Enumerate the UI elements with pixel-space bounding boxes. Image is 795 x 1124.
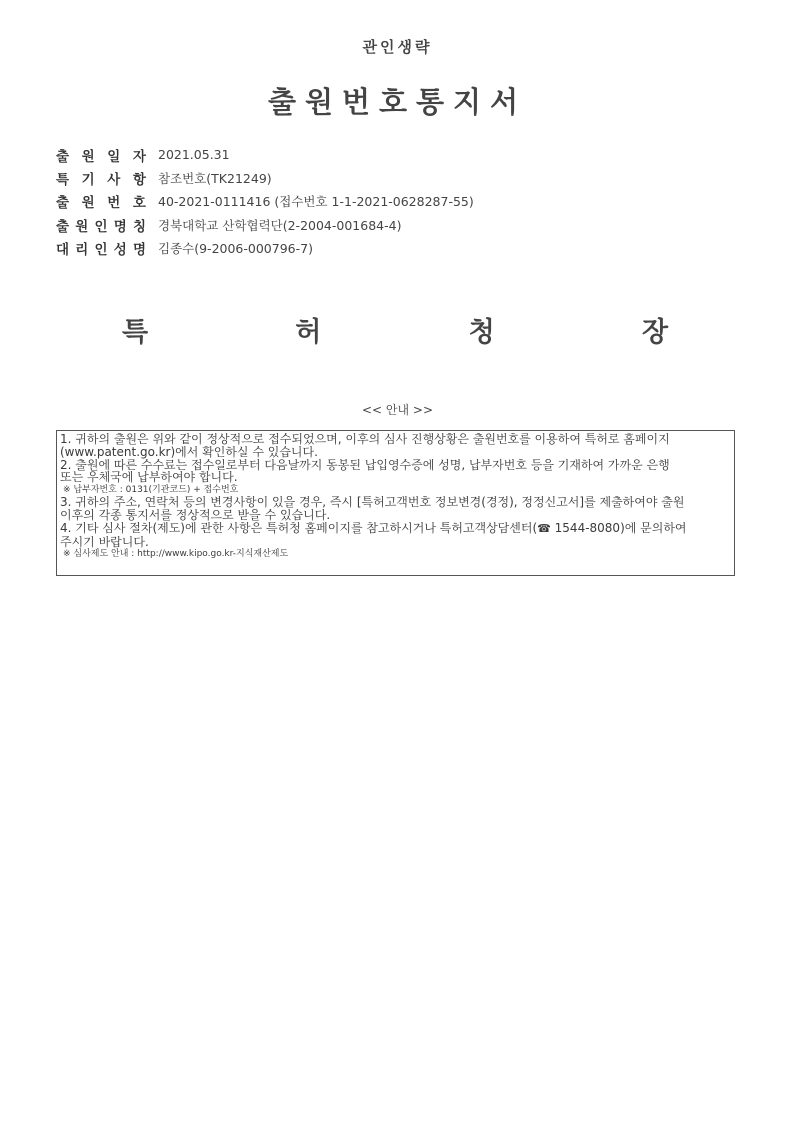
notice-line: 3. 귀하의 주소, 연락처 등의 변경사항이 있을 경우, 즉시 [특허고객번호 정보변경(경정), 정정신고서]를 제출하여야 출원 [60, 496, 685, 509]
notice-line: 이후의 각종 통지서를 정상적으로 받을 수 있습니다. [60, 508, 331, 522]
field-label: 특 기 사 항 [56, 171, 146, 188]
field-label: 출 원 인 명 칭 [56, 218, 146, 235]
field-label: 출 원 번 호 [56, 195, 146, 212]
field-row-special-notes [56, 166, 474, 189]
field-row-application-number [56, 190, 474, 213]
notice-box [56, 430, 735, 576]
issuing-office-signature [55, 310, 735, 349]
office-char: 특 [121, 317, 149, 348]
field-label: 대 리 인 성 명 [56, 241, 146, 258]
notice-text: 4. 기타 심사 절차(제도)에 관한 사항은 특허청 홈페이지를 참고하시거나 특허고객상담센터( [60, 521, 538, 535]
field-value: 40-2021-0111416 (접수번호 1-1-2021-0628287-55) [158, 194, 474, 210]
stamp-omitted-label: 관인생략 [362, 38, 433, 56]
application-fields [56, 143, 474, 259]
exam-system-note: ※ 심사제도 안내 : http://www.kipo.go.kr-지식재산제도 [63, 549, 289, 560]
field-value: 참조번호(TK21249) [158, 170, 272, 186]
field-label: 출 원 일 자 [56, 148, 146, 165]
document-title: 출원번호통지서 [267, 85, 528, 119]
notice-line: 2. 출원에 따른 수수료는 접수일로부터 다음날까지 동봉된 납입영수증에 성명, 납부자번호 등을 기재하여 가까운 은행 [60, 458, 670, 472]
field-value: 2021.05.31 [158, 147, 230, 163]
field-value: 김종수(9-2006-000796-7) [158, 240, 313, 256]
field-row-filing-date [56, 143, 474, 166]
telephone-icon: ☎ [537, 521, 551, 535]
field-value: 경북대학교 산학협력단(2-2004-001684-4) [158, 217, 402, 233]
field-row-applicant-name [56, 213, 474, 236]
payer-number-note: ※ 납부자번호 : 0131(기관코드) + 접수번호 [63, 485, 239, 496]
notice-heading: << 안내 >> [361, 403, 434, 417]
notice-line: 1. 귀하의 출원은 위와 같이 정상적으로 접수되었으며, 이후의 심사 진행상황은 출원번호를 이용하여 특허로 홈페이지 [60, 433, 670, 446]
notice-line: (www.patent.go.kr)에서 확인하실 수 있습니다. [60, 445, 318, 459]
notice-text: 1544-8080)에 문의하여 [550, 521, 687, 535]
office-char: 청 [468, 317, 495, 348]
notice-line [60, 522, 731, 536]
notice-line: 또는 우체국에 납부하여야 합니다. [60, 471, 238, 485]
field-row-agent-name [56, 236, 474, 259]
office-char: 장 [641, 317, 669, 348]
notice-line: 주시기 바랍니다. [60, 535, 149, 549]
office-char: 허 [295, 317, 322, 348]
